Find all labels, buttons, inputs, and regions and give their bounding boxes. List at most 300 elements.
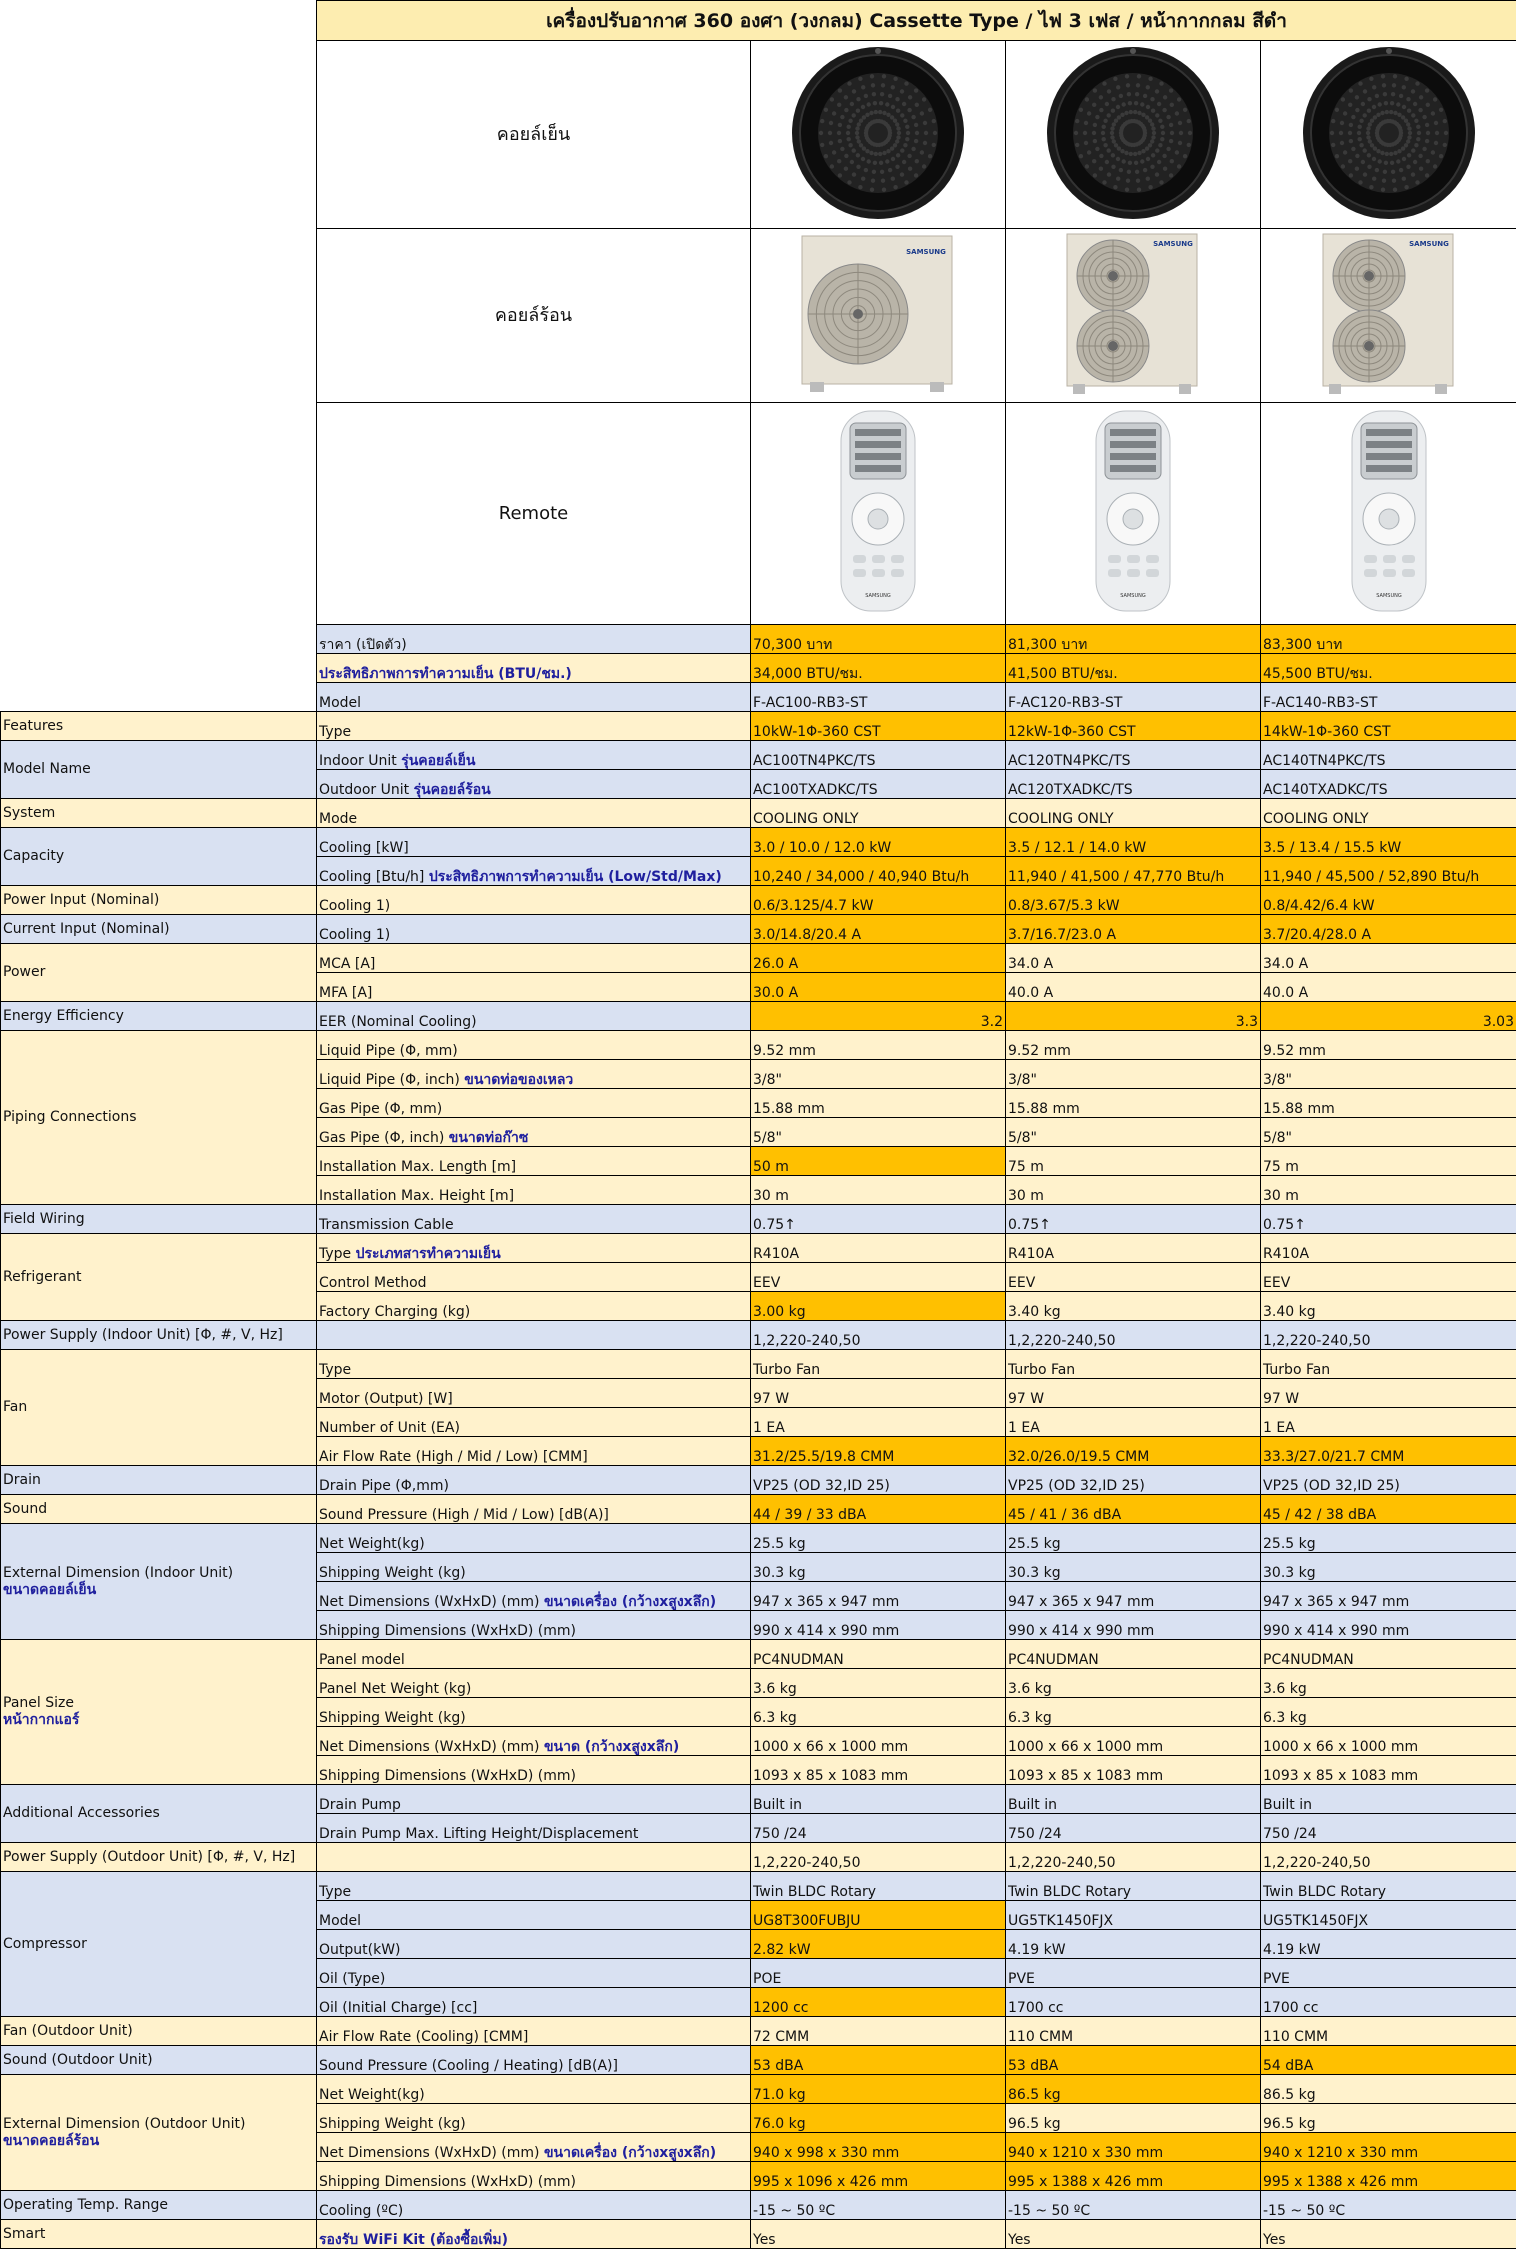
spec-label xyxy=(317,741,751,770)
spec-label xyxy=(317,1669,751,1698)
spec-label xyxy=(317,1089,751,1118)
spec-label-thai: ประสิทธิภาพการทำความเย็น (BTU/ชม.) xyxy=(319,666,572,682)
spec-label-text: Type xyxy=(319,1884,352,1900)
spec-label-text: Shipping Weight (kg) xyxy=(319,1565,466,1581)
spec-value-model-3: 1093 x 85 x 1083 mm xyxy=(1261,1756,1516,1785)
spec-label-thai: ขนาดท่อของเหลว xyxy=(464,1072,574,1088)
spec-value-model-1: 70,300 บาท xyxy=(751,625,1006,654)
spec-value-model-3: Built in xyxy=(1261,1785,1516,1814)
spec-label xyxy=(317,1321,751,1350)
spec-row xyxy=(1,683,1516,712)
spec-row xyxy=(1,2191,1516,2220)
spec-value-model-3: 3.40 kg xyxy=(1261,1292,1516,1321)
blank-cell xyxy=(1,683,317,712)
spec-value-model-2: 0.75↑ xyxy=(1006,1205,1261,1234)
spec-value-model-3: 33.3/27.0/21.7 CMM xyxy=(1261,1437,1516,1466)
spec-label xyxy=(317,1611,751,1640)
spec-value-model-3: 30.3 kg xyxy=(1261,1553,1516,1582)
spec-label-text: Motor (Output) [W] xyxy=(319,1391,453,1407)
spec-row xyxy=(1,2017,1516,2046)
spec-value-model-3: 3.5 / 13.4 / 15.5 kW xyxy=(1261,828,1516,857)
group-label xyxy=(1,1205,317,1234)
spec-value-model-3: 940 x 1210 x 330 mm xyxy=(1261,2133,1516,2162)
group-label xyxy=(1,1350,317,1466)
spec-value-model-2: Built in xyxy=(1006,1785,1261,1814)
spec-value-model-3: 4.19 kW xyxy=(1261,1930,1516,1959)
group-label xyxy=(1,1321,317,1350)
spec-value-model-1: 3/8" xyxy=(751,1060,1006,1089)
svg-text:SAMSUNG: SAMSUNG xyxy=(1153,239,1193,248)
spec-value-model-1: 1,2,220-240,50 xyxy=(751,1321,1006,1350)
spec-value-model-3: EEV xyxy=(1261,1263,1516,1292)
group-label xyxy=(1,886,317,915)
spec-value-model-2: 3/8" xyxy=(1006,1060,1261,1089)
spec-label-text: Outdoor Unit xyxy=(319,782,414,798)
spec-label xyxy=(317,683,751,712)
spec-row xyxy=(1,1002,1516,1031)
spec-label-text: Drain Pipe (Φ,mm) xyxy=(319,1478,449,1494)
spec-value-model-2: AC120TN4PKC/TS xyxy=(1006,741,1261,770)
spec-value-model-2: 86.5 kg xyxy=(1006,2075,1261,2104)
spec-label-text: Mode xyxy=(319,811,358,827)
group-label xyxy=(1,1785,317,1843)
spec-value-model-1: Yes xyxy=(751,2220,1006,2249)
spec-row xyxy=(1,2046,1516,2075)
group-label-text: Operating Temp. Range xyxy=(3,2196,169,2213)
spec-label xyxy=(317,1524,751,1553)
spec-value-model-3: 1000 x 66 x 1000 mm xyxy=(1261,1727,1516,1756)
spec-label xyxy=(317,1756,751,1785)
spec-value-model-3: -15 ~ 50 ºC xyxy=(1261,2191,1516,2220)
spec-label xyxy=(317,2220,751,2249)
spec-value-model-3: 3.7/20.4/28.0 A xyxy=(1261,915,1516,944)
spec-value-model-3: 1 EA xyxy=(1261,1408,1516,1437)
spec-value-model-1: 30.0 A xyxy=(751,973,1006,1002)
group-label-text: Field Wiring xyxy=(3,1210,85,1227)
group-label-text: Fan xyxy=(3,1399,28,1415)
svg-text:SAMSUNG: SAMSUNG xyxy=(906,247,946,256)
svg-text:SAMSUNG: SAMSUNG xyxy=(1120,592,1146,599)
spec-value-model-1: EEV xyxy=(751,1263,1006,1292)
spec-value-model-1: 26.0 A xyxy=(751,944,1006,973)
spec-value-model-2: 4.19 kW xyxy=(1006,1930,1261,1959)
spec-label xyxy=(317,1930,751,1959)
spec-value-model-2: 947 x 365 x 947 mm xyxy=(1006,1582,1261,1611)
spec-row xyxy=(1,944,1516,973)
spec-value-model-3: AC140TN4PKC/TS xyxy=(1261,741,1516,770)
outdoor-unit-image-2 xyxy=(1006,229,1261,403)
spec-value-model-2: 53 dBA xyxy=(1006,2046,1261,2075)
blank-cell xyxy=(1,229,317,403)
group-label xyxy=(1,1524,317,1640)
spec-label xyxy=(317,1205,751,1234)
spec-label xyxy=(317,1118,751,1147)
spec-value-model-3: 15.88 mm xyxy=(1261,1089,1516,1118)
spec-value-model-1: 25.5 kg xyxy=(751,1524,1006,1553)
spec-value-model-3: 75 m xyxy=(1261,1147,1516,1176)
spec-label-text: Number of Unit (EA) xyxy=(319,1420,460,1436)
spec-value-model-1: 9.52 mm xyxy=(751,1031,1006,1060)
spec-value-model-1: 76.0 kg xyxy=(751,2104,1006,2133)
spec-value-model-2: 45 / 41 / 36 dBA xyxy=(1006,1495,1261,1524)
spec-value-model-3: 1700 cc xyxy=(1261,1988,1516,2017)
spec-value-model-2: 1,2,220-240,50 xyxy=(1006,1321,1261,1350)
spec-value-model-2: 1700 cc xyxy=(1006,1988,1261,2017)
spec-value-model-2: 3.40 kg xyxy=(1006,1292,1261,1321)
spec-label-text: Type xyxy=(319,724,352,740)
indoor-unit-image-2 xyxy=(1006,41,1261,229)
group-label xyxy=(1,1002,317,1031)
spec-label-text: Net Dimensions (WxHxD) (mm) xyxy=(319,1594,544,1610)
spec-value-model-1: 10,240 / 34,000 / 40,940 Btu/h xyxy=(751,857,1006,886)
spec-label xyxy=(317,2162,751,2191)
group-label xyxy=(1,712,317,741)
spec-label-text: Net Dimensions (WxHxD) (mm) xyxy=(319,1739,544,1755)
spec-value-model-2: 12kW-1Φ-360 CST xyxy=(1006,712,1261,741)
spec-label xyxy=(317,1437,751,1466)
spec-label-text: Installation Max. Height [m] xyxy=(319,1188,515,1204)
spec-label-text: Output(kW) xyxy=(319,1942,401,1958)
spec-value-model-3: PC4NUDMAN xyxy=(1261,1640,1516,1669)
spec-value-model-2: 110 CMM xyxy=(1006,2017,1261,2046)
spec-value-model-3: VP25 (OD 32,ID 25) xyxy=(1261,1466,1516,1495)
spec-label-thai: ขนาดเครื่อง (กว้างxสูงxลึก) xyxy=(543,1594,717,1610)
spec-value-model-1: 995 x 1096 x 426 mm xyxy=(751,2162,1006,2191)
spec-value-model-3: 45,500 BTU/ชม. xyxy=(1261,654,1516,683)
spec-label xyxy=(317,2075,751,2104)
spec-label xyxy=(317,1959,751,1988)
group-label xyxy=(1,1466,317,1495)
spec-label xyxy=(317,1031,751,1060)
spec-label-text: Oil (Initial Charge) [cc] xyxy=(319,2000,478,2016)
group-label-thai: ขนาดคอยล์ร้อน xyxy=(3,2132,100,2149)
spec-value-model-2: 30 m xyxy=(1006,1176,1261,1205)
outdoor-condenser-unit-image xyxy=(1319,232,1459,396)
group-label xyxy=(1,2191,317,2220)
spec-value-model-3: 3.03 xyxy=(1261,1002,1516,1031)
spec-value-model-3: 30 m xyxy=(1261,1176,1516,1205)
spec-value-model-1: 940 x 998 x 330 mm xyxy=(751,2133,1006,2162)
spec-value-model-2: 6.3 kg xyxy=(1006,1698,1261,1727)
spec-row xyxy=(1,1524,1516,1553)
spec-label-text: Panel model xyxy=(319,1652,405,1668)
spec-value-model-1: 30.3 kg xyxy=(751,1553,1006,1582)
spec-label xyxy=(317,857,751,886)
group-label-thai: หน้ากากแอร์ xyxy=(3,1712,80,1728)
group-label-thai: ขนาดคอยล์เย็น xyxy=(3,1581,97,1598)
indoor-cassette-unit-image xyxy=(1038,43,1228,223)
spec-value-model-1: 71.0 kg xyxy=(751,2075,1006,2104)
group-label xyxy=(1,2220,317,2249)
spec-label-text: Cooling 1) xyxy=(319,898,391,914)
spec-label-text: Shipping Dimensions (WxHxD) (mm) xyxy=(319,1623,576,1639)
spec-label-text: Type xyxy=(319,1362,352,1378)
group-label-text: Smart xyxy=(3,2225,46,2242)
spec-value-model-2: 5/8" xyxy=(1006,1118,1261,1147)
indoor-unit-label: คอยล์เย็น xyxy=(317,41,751,229)
spec-value-model-1: 3.0 / 10.0 / 12.0 kW xyxy=(751,828,1006,857)
group-label xyxy=(1,944,317,1002)
spec-value-model-2: 750 /24 xyxy=(1006,1814,1261,1843)
group-label-text: Fan (Outdoor Unit) xyxy=(3,2022,133,2039)
spec-value-model-1: 0.75↑ xyxy=(751,1205,1006,1234)
spec-label-text: Shipping Weight (kg) xyxy=(319,2116,466,2132)
blank-cell xyxy=(1,654,317,683)
spec-row xyxy=(1,799,1516,828)
spec-value-model-1: Turbo Fan xyxy=(751,1350,1006,1379)
spec-value-model-2: 990 x 414 x 990 mm xyxy=(1006,1611,1261,1640)
spec-label-text: MCA [A] xyxy=(319,956,376,972)
group-label xyxy=(1,1872,317,2017)
spec-label xyxy=(317,1234,751,1263)
spec-value-model-2: 9.52 mm xyxy=(1006,1031,1261,1060)
spec-value-model-3: 86.5 kg xyxy=(1261,2075,1516,2104)
spec-value-model-2: 3.5 / 12.1 / 14.0 kW xyxy=(1006,828,1261,857)
spec-label-text: Factory Charging (kg) xyxy=(319,1304,471,1320)
spec-label-text: Cooling [kW] xyxy=(319,840,409,856)
spec-label-text: Shipping Dimensions (WxHxD) (mm) xyxy=(319,1768,576,1784)
spec-value-model-3: 6.3 kg xyxy=(1261,1698,1516,1727)
group-label xyxy=(1,2075,317,2191)
spec-value-model-3: 45 / 42 / 38 dBA xyxy=(1261,1495,1516,1524)
group-label-text: Capacity xyxy=(3,848,65,864)
spec-value-model-2: 1 EA xyxy=(1006,1408,1261,1437)
group-label-text: Compressor xyxy=(3,1935,87,1952)
spec-value-model-1: 3.00 kg xyxy=(751,1292,1006,1321)
spec-row xyxy=(1,1031,1516,1060)
spec-label xyxy=(317,799,751,828)
group-label-text: Piping Connections xyxy=(3,1109,137,1125)
spec-value-model-2: 41,500 BTU/ชม. xyxy=(1006,654,1261,683)
outdoor-condenser-unit-image xyxy=(1063,232,1203,396)
spec-label xyxy=(317,1698,751,1727)
spec-label xyxy=(317,1553,751,1582)
svg-text:SAMSUNG: SAMSUNG xyxy=(865,592,891,599)
indoor-unit-image-1 xyxy=(751,41,1006,229)
spec-label xyxy=(317,712,751,741)
spec-label xyxy=(317,973,751,1002)
spec-value-model-2: Twin BLDC Rotary xyxy=(1006,1872,1261,1901)
spec-value-model-3: 5/8" xyxy=(1261,1118,1516,1147)
group-label xyxy=(1,915,317,944)
spec-label-text: Sound Pressure (High / Mid / Low) [dB(A)] xyxy=(319,1507,609,1523)
spec-label-text: Model xyxy=(319,695,362,711)
spec-value-model-3: 96.5 kg xyxy=(1261,2104,1516,2133)
spec-row xyxy=(1,1234,1516,1263)
indoor-cassette-unit-image xyxy=(783,43,973,223)
spec-label-text: Transmission Cable xyxy=(319,1217,454,1233)
remote-image-2 xyxy=(1006,403,1261,625)
remote-control-image xyxy=(833,407,923,617)
spec-value-model-1: 15.88 mm xyxy=(751,1089,1006,1118)
spec-label-thai: ขนาดเครื่อง (กว้างxสูงxลึก) xyxy=(543,2145,717,2161)
spec-value-model-2: F-AC120-RB3-ST xyxy=(1006,683,1261,712)
spec-row xyxy=(1,2220,1516,2249)
spec-value-model-2: PC4NUDMAN xyxy=(1006,1640,1261,1669)
svg-text:SAMSUNG: SAMSUNG xyxy=(1408,239,1449,248)
spec-value-model-1: AC100TXADKC/TS xyxy=(751,770,1006,799)
group-label-text: Refrigerant xyxy=(3,1268,82,1285)
spec-value-model-1: 947 x 365 x 947 mm xyxy=(751,1582,1006,1611)
group-label-text: Sound (Outdoor Unit) xyxy=(3,2051,153,2068)
blank-cell xyxy=(1,41,317,229)
spec-value-model-2: 940 x 1210 x 330 mm xyxy=(1006,2133,1261,2162)
spec-label xyxy=(317,1582,751,1611)
blank-cell xyxy=(1,625,317,654)
spec-value-model-1: 3.2 xyxy=(751,1002,1006,1031)
spec-value-model-1: 0.6/3.125/4.7 kW xyxy=(751,886,1006,915)
spec-value-model-1: Twin BLDC Rotary xyxy=(751,1872,1006,1901)
group-label-text: Sound xyxy=(3,1500,48,1517)
spec-label xyxy=(317,1872,751,1901)
spec-label xyxy=(317,770,751,799)
spec-value-model-3: Yes xyxy=(1261,2220,1516,2249)
group-label-text: Energy Efficiency xyxy=(3,1007,124,1024)
spec-row xyxy=(1,1205,1516,1234)
spec-label xyxy=(317,1640,751,1669)
spec-value-model-2: 40.0 A xyxy=(1006,973,1261,1002)
spec-label-text: Gas Pipe (Φ, inch) xyxy=(319,1130,449,1146)
spec-label xyxy=(317,828,751,857)
spec-label xyxy=(317,654,751,683)
remote-control-image xyxy=(1088,407,1178,617)
group-label-text: Model Name xyxy=(3,761,91,777)
spec-value-model-1: 6.3 kg xyxy=(751,1698,1006,1727)
spec-label xyxy=(317,1350,751,1379)
blank-cell xyxy=(1,403,317,625)
spec-value-model-2: R410A xyxy=(1006,1234,1261,1263)
spec-label-text: Cooling 1) xyxy=(319,927,391,943)
spec-row xyxy=(1,1843,1516,1872)
spec-label xyxy=(317,1147,751,1176)
group-label xyxy=(1,2046,317,2075)
spec-value-model-1: VP25 (OD 32,ID 25) xyxy=(751,1466,1006,1495)
spec-value-model-3: 0.75↑ xyxy=(1261,1205,1516,1234)
spec-value-model-1: 2.82 kW xyxy=(751,1930,1006,1959)
spec-value-model-3: UG5TK1450FJX xyxy=(1261,1901,1516,1930)
spec-label-thai: ประเภทสารทำความเย็น xyxy=(355,1246,501,1262)
svg-text:SAMSUNG: SAMSUNG xyxy=(1375,592,1402,599)
group-label-text: Panel Size xyxy=(3,1695,74,1711)
spec-label xyxy=(317,1901,751,1930)
spec-value-model-1: 990 x 414 x 990 mm xyxy=(751,1611,1006,1640)
spec-value-model-2: 97 W xyxy=(1006,1379,1261,1408)
spec-value-model-2: Yes xyxy=(1006,2220,1261,2249)
spec-value-model-2: 1000 x 66 x 1000 mm xyxy=(1006,1727,1261,1756)
spec-label-text: Model xyxy=(319,1913,362,1929)
spec-label-text: Net Dimensions (WxHxD) (mm) xyxy=(319,2145,544,2161)
spec-label xyxy=(317,915,751,944)
spec-value-model-1: 34,000 BTU/ชม. xyxy=(751,654,1006,683)
spec-value-model-3: 3.6 kg xyxy=(1261,1669,1516,1698)
spec-row xyxy=(1,1466,1516,1495)
spec-row xyxy=(1,654,1516,683)
table-title: เครื่องปรับอากาศ 360 องศา (วงกลม) Cassette Type / ไฟ 3 เฟส / หน้ากากกลม สีดำ xyxy=(317,1,1516,41)
spec-value-model-3: 9.52 mm xyxy=(1261,1031,1516,1060)
spec-value-model-2: VP25 (OD 32,ID 25) xyxy=(1006,1466,1261,1495)
spec-label xyxy=(317,1495,751,1524)
spec-label xyxy=(317,1843,751,1872)
spec-label-text: Liquid Pipe (Φ, mm) xyxy=(319,1043,458,1059)
spec-label-text: EER (Nominal Cooling) xyxy=(319,1014,477,1030)
group-label xyxy=(1,799,317,828)
spec-value-model-3: Twin BLDC Rotary xyxy=(1261,1872,1516,1901)
spec-value-model-1: 10kW-1Φ-360 CST xyxy=(751,712,1006,741)
spec-label xyxy=(317,1060,751,1089)
spec-label xyxy=(317,1176,751,1205)
spec-value-model-1: POE xyxy=(751,1959,1006,1988)
spec-label xyxy=(317,1727,751,1756)
spec-value-model-2: 0.8/3.67/5.3 kW xyxy=(1006,886,1261,915)
spec-value-model-3: 1,2,220-240,50 xyxy=(1261,1321,1516,1350)
spec-label-text: Oil (Type) xyxy=(319,1971,386,1987)
spec-value-model-3: 97 W xyxy=(1261,1379,1516,1408)
spec-label xyxy=(317,2191,751,2220)
spec-label-text: Net Weight(kg) xyxy=(319,1536,425,1552)
group-label-text: Drain xyxy=(3,1471,41,1488)
outdoor-unit-label: คอยล์ร้อน xyxy=(317,229,751,403)
spec-value-model-1: Built in xyxy=(751,1785,1006,1814)
spec-label-text: Indoor Unit xyxy=(319,753,402,769)
spec-label-text: Cooling [Btu/h] xyxy=(319,869,429,885)
spec-value-model-1: 30 m xyxy=(751,1176,1006,1205)
spec-label-thai: รุ่นคอยล์เย็น xyxy=(401,753,476,769)
spec-label xyxy=(317,1466,751,1495)
spec-label-text: Sound Pressure (Cooling / Heating) [dB(A)] xyxy=(319,2058,618,2074)
spec-value-model-3: 34.0 A xyxy=(1261,944,1516,973)
spec-value-model-2: 1093 x 85 x 1083 mm xyxy=(1006,1756,1261,1785)
spec-label xyxy=(317,2017,751,2046)
group-label xyxy=(1,741,317,799)
spec-value-model-1: 5/8" xyxy=(751,1118,1006,1147)
spec-label xyxy=(317,1988,751,2017)
spec-row xyxy=(1,1321,1516,1350)
spec-value-model-2: 25.5 kg xyxy=(1006,1524,1261,1553)
spec-value-model-2: 81,300 บาท xyxy=(1006,625,1261,654)
spec-value-model-3: 1,2,220-240,50 xyxy=(1261,1843,1516,1872)
spec-row xyxy=(1,886,1516,915)
spec-label-text: Shipping Dimensions (WxHxD) (mm) xyxy=(319,2174,576,2190)
spec-value-model-1: AC100TN4PKC/TS xyxy=(751,741,1006,770)
group-label-text: Power Input (Nominal) xyxy=(3,891,160,908)
group-label-text: Power Supply (Outdoor Unit) [Φ, #, V, Hz] xyxy=(3,1848,296,1865)
spec-row xyxy=(1,2075,1516,2104)
spec-value-model-3: 990 x 414 x 990 mm xyxy=(1261,1611,1516,1640)
group-label xyxy=(1,2017,317,2046)
group-label xyxy=(1,1495,317,1524)
spec-label-text: Liquid Pipe (Φ, inch) xyxy=(319,1072,465,1088)
spec-value-model-3: Turbo Fan xyxy=(1261,1350,1516,1379)
spec-value-model-2: 32.0/26.0/19.5 CMM xyxy=(1006,1437,1261,1466)
remote-image-1 xyxy=(751,403,1006,625)
spec-value-model-1: 53 dBA xyxy=(751,2046,1006,2075)
spec-value-model-2: AC120TXADKC/TS xyxy=(1006,770,1261,799)
spec-value-model-1: 750 /24 xyxy=(751,1814,1006,1843)
spec-value-model-3: 40.0 A xyxy=(1261,973,1516,1002)
spec-label xyxy=(317,2046,751,2075)
spec-value-model-2: PVE xyxy=(1006,1959,1261,1988)
spec-label xyxy=(317,2104,751,2133)
remote-image-3 xyxy=(1261,403,1516,625)
spec-label-thai: ขนาดท่อก๊าซ xyxy=(448,1130,529,1146)
spec-value-model-2: 1,2,220-240,50 xyxy=(1006,1843,1261,1872)
spec-value-model-2: UG5TK1450FJX xyxy=(1006,1901,1261,1930)
spec-label-text: Cooling (ºC) xyxy=(319,2203,404,2219)
spec-label-thai: ประสิทธิภาพการทำความเย็น (Low/Std/Max) xyxy=(428,869,722,885)
group-label-text: External Dimension (Outdoor Unit) xyxy=(3,2115,246,2132)
spec-label xyxy=(317,1814,751,1843)
outdoor-condenser-unit-image xyxy=(798,232,958,396)
